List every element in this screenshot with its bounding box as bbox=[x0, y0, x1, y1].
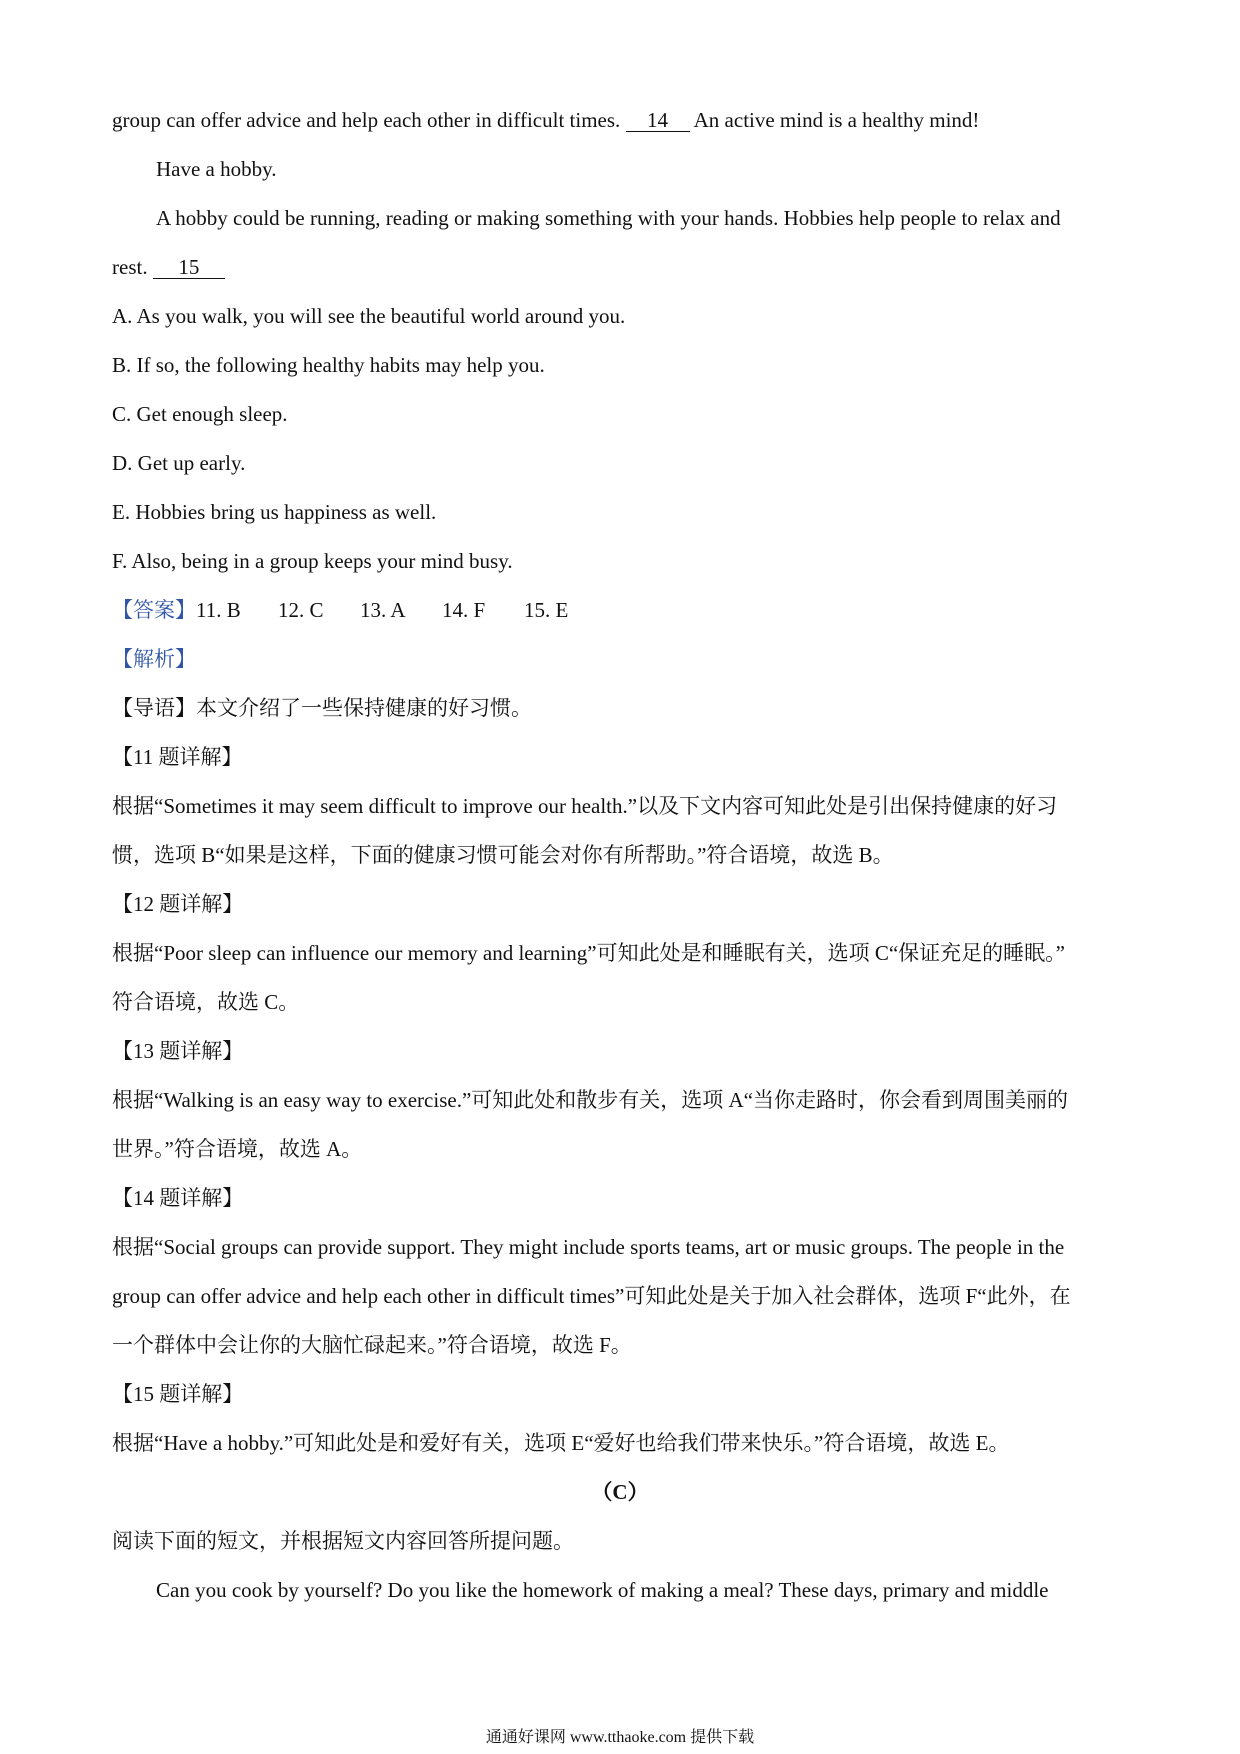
detail-14 bbox=[112, 1174, 1128, 1370]
option-b: B. If so, the following healthy habits may help you. bbox=[112, 353, 545, 377]
detail-line: 根据“Walking is an easy way to exercise.”可知此处和散步有关，选项 A“当你走路时，你会看到周围美丽的 bbox=[112, 1088, 1068, 1112]
answer-line bbox=[112, 586, 1128, 635]
blank-15: 15 bbox=[153, 256, 225, 279]
detail-12 bbox=[112, 880, 1128, 1027]
detail-heading: 【13 题详解】 bbox=[112, 1039, 244, 1063]
answer-label: 【答案】 bbox=[112, 598, 196, 622]
detail-line: 世界。”符合语境，故选 A。 bbox=[112, 1137, 363, 1161]
detail-heading: 【11 题详解】 bbox=[112, 745, 243, 769]
detail-line: 根据“Sometimes it may seem difficult to improve our health.”以及下文内容可知此处是引出保持健康的好习 bbox=[112, 794, 1058, 818]
detail-heading: 【14 题详解】 bbox=[112, 1186, 244, 1210]
option-c: C. Get enough sleep. bbox=[112, 402, 288, 426]
detail-heading: 【15 题详解】 bbox=[112, 1382, 244, 1406]
detail-13 bbox=[112, 1027, 1128, 1174]
page-content bbox=[112, 96, 1128, 1615]
detail-line: group can offer advice and help each other in difficult times”可知此处是关于加入社会群体，选项 F“此外，在 bbox=[112, 1284, 1071, 1308]
section-c-instruction: 阅读下面的短文，并根据短文内容回答所提问题。 bbox=[112, 1529, 574, 1553]
detail-line: 根据“Social groups can provide support. They might include sports teams, art or music groups. The people in the bbox=[112, 1235, 1065, 1259]
detail-line: 符合语境，故选 C。 bbox=[112, 990, 300, 1014]
hobby-heading: Have a hobby. bbox=[156, 157, 277, 181]
section-c-title: （C） bbox=[591, 1480, 649, 1504]
passage-text: group can offer advice and help each other in difficult times. bbox=[112, 108, 626, 132]
section-c-first-line: Can you cook by yourself? Do you like the homework of making a meal? These days, primary and middle bbox=[156, 1578, 1049, 1602]
detail-line: 一个群体中会让你的大脑忙碌起来。”符合语境，故选 F。 bbox=[112, 1333, 632, 1357]
detail-line: 根据“Have a hobby.”可知此处是和爱好有关，选项 E“爱好也给我们带来快乐。”符合语境，故选 E。 bbox=[112, 1431, 1010, 1455]
answer-item: 15. E bbox=[524, 598, 569, 622]
blank-14: 14 bbox=[626, 109, 690, 132]
analysis-label: 【解析】 bbox=[112, 647, 196, 671]
option-a: A. As you walk, you will see the beautiful world around you. bbox=[112, 304, 626, 328]
guide-line: 【导语】本文介绍了一些保持健康的好习惯。 bbox=[112, 696, 532, 720]
detail-line: 根据“Poor sleep can influence our memory and learning”可知此处是和睡眠有关，选项 C“保证充足的睡眠。” bbox=[112, 941, 1065, 965]
answer-item: 13. A bbox=[360, 598, 406, 622]
detail-line: 惯，选项 B“如果是这样，下面的健康习惯可能会对你有所帮助。”符合语境，故选 B。 bbox=[112, 843, 894, 867]
detail-15 bbox=[112, 1370, 1128, 1468]
detail-heading: 【12 题详解】 bbox=[112, 892, 244, 916]
passage-line bbox=[112, 96, 1128, 145]
passage-line bbox=[112, 243, 1128, 292]
option-d: D. Get up early. bbox=[112, 451, 246, 475]
answer-item: 12. C bbox=[278, 598, 324, 622]
hobby-paragraph: A hobby could be running, reading or making something with your hands. Hobbies help people to relax and bbox=[156, 206, 1061, 230]
passage-text: An active mind is a healthy mind! bbox=[689, 108, 980, 132]
page-footer: 通通好课网 www.tthaoke.com 提供下载 bbox=[485, 1729, 755, 1746]
option-f: F. Also, being in a group keeps your mind busy. bbox=[112, 549, 513, 573]
option-e: E. Hobbies bring us happiness as well. bbox=[112, 500, 437, 524]
answer-item: 11. B bbox=[196, 598, 241, 622]
detail-11 bbox=[112, 733, 1128, 880]
passage-text: rest. bbox=[112, 255, 153, 279]
answer-item: 14. F bbox=[442, 598, 486, 622]
